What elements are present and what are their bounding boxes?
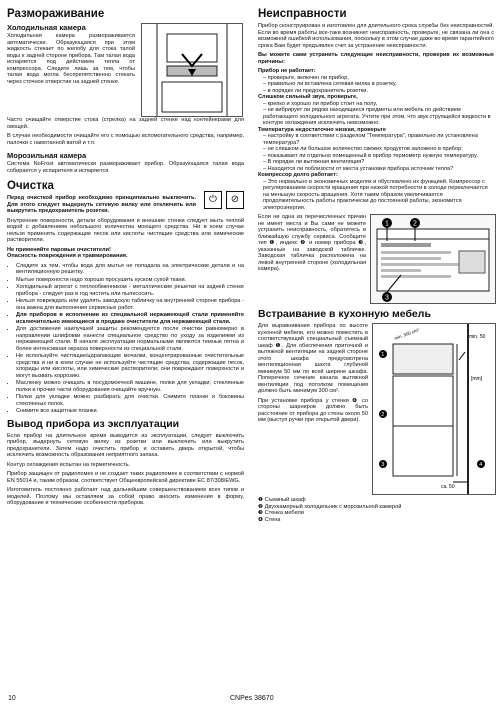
- list-item: • Нельзя повреждать или удалять заводскую табличку на внутренней стороне прибора - она важна для выполнения сервисных работ.: [16, 298, 244, 311]
- faults-title: Неисправности: [258, 8, 347, 20]
- list-item: • Не используйте чистящие/царапающие мочалки, концентрированные очистительные средства и ни в коем случае не используйте чистящие средства, содержащие песок, хлориды или кислоты, или химические растворители; они повреждают поверхности и могут вызвать коррозию.: [16, 353, 244, 379]
- list-item: • Холодильный агрегат с теплообменником - металлические решетки на задней стенке прибора - следует раз в год чистить или пылесосить.: [16, 284, 244, 297]
- cleaning-title: Очистка: [7, 180, 54, 192]
- circuit-text: Контур охлаждения испытан на герметичность.: [7, 461, 131, 468]
- no-work-list: [258, 75, 494, 95]
- list-item: • Полки для укладки можно разбирать для очистки. Снимите планки и боковины стеклянных полок.: [16, 394, 244, 407]
- list-item: • Масленку можно очищать в посудомоечной машине, полки для укладки, стеклянные полки и прочие части оборудования очищайте вручную.: [16, 380, 244, 393]
- svg-text:3: 3: [381, 462, 385, 468]
- legend-item: ❹ Стена: [258, 516, 281, 523]
- build-in-figure: [372, 323, 496, 495]
- list-item: • Для приборов в исполнении из специальной нержавеющей стали применяйте исключительно имеющиеся в продаже очистители для нержавеющей стали.: [16, 312, 244, 325]
- dim-ca50: ca. 50: [441, 484, 455, 490]
- freezer-text: Система NoFrost автоматически размораживает прибор. Образующаяся талая вода собирается у испарителя и испаряется.: [7, 161, 244, 174]
- legend-item: ❶ Съемный шкаф: [258, 497, 306, 503]
- unplug-icons: [204, 191, 244, 209]
- shutdown-title: Вывод прибора из эксплуатации: [7, 417, 180, 430]
- svg-text:2: 2: [413, 220, 417, 228]
- svg-text:4: 4: [479, 462, 483, 468]
- defrost-drain-figure: [141, 23, 243, 117]
- list-item: – крепко и хорошо ли прибор стоит на полу,: [263, 100, 378, 107]
- steam-warning-1: Не применяйте паровые очистители!: [7, 246, 111, 253]
- radio-text: Прибор защищен от радиопомех и не создает таких радиопомех в соответствии с нормой EN 55014 и, таким образом, соответствует Общеевропейской директиве ЕС 87/308/EWG.: [7, 471, 244, 484]
- list-item: – В порядке ли вытяжная вентиляция?: [263, 159, 365, 165]
- shutdown-text: Если прибор на длительное время выводится из эксплуатации, следует выключить прибор, выдернуть сетевую вилку из розетки или выключить или выкрутить предохранители. Затем надо очистить прибор и оставить дверь открытой, чтобы исключить возможность образования неприятного запаха.: [7, 432, 244, 458]
- list-item: • Следите за тем, чтобы вода для мытья не попадала на электрические детали и на вентиляционную решетку.: [16, 263, 244, 276]
- build-in-text: Для выравнивания прибора по высоте кухонной мебели, его можно поместить в соответствующий специальный съемный шкаф ❶. Для обеспечения приточной и вытяжной вентиляции на задней стороне этого шкафа предусмотрена вентиляционная шахта глубиной минимум 50 мм по всей ширине шкафа. Поперечное сечение канала вытяжной вентиляции под потолком помещения должно быть минимум 300 см².: [258, 323, 368, 394]
- svg-text:1: 1: [381, 352, 385, 358]
- fridge-text3: В случае необходимости очищайте его с помощью вспомогательного средства, например, палочки с намотанной ватой и т.п.: [7, 133, 244, 146]
- temp-heading: Температура недостаточно низкая, проверьте: [258, 126, 386, 133]
- right-column: [258, 8, 494, 523]
- svg-text:1: 1: [385, 220, 389, 228]
- cleaning-warning: Перед очисткой прибор необходимо принципиально выключить. Для этого следует выдернуть сетевую вилку или отключить или выкрутить предохранитель розетки.: [7, 195, 196, 214]
- no-work-heading: Прибор не работает:: [258, 68, 316, 74]
- list-item: – настройку в соответствии с разделом "Температура", правильно ли установлена температура?: [263, 133, 478, 146]
- dim-min50: min. 50: [469, 334, 486, 340]
- install-text: При установке прибора у стенки ❹ со стороны шарниров должно быть расстояние от прибора до стены около 50 мм (выступ ручки при открытой двери).: [258, 397, 368, 423]
- build-in-title: Встраивание в кухонную мебель: [258, 308, 431, 320]
- power-off-icon: ⏻: [204, 191, 222, 209]
- svg-text:2: 2: [381, 412, 385, 418]
- list-item: – правильно ли вставлена сетевая вилка в розетку,: [263, 81, 397, 87]
- dim-300: min. 300 cm²: [393, 327, 420, 341]
- list-item: – не слишком ли большое количество свежих продуктов заложено в прибор;: [263, 146, 463, 152]
- left-column: [7, 8, 244, 510]
- list-item: – Находится ли поблизости от места установки прибора источник тепла?: [263, 165, 454, 172]
- temp-list: [258, 133, 494, 172]
- noise-list: [258, 101, 494, 127]
- build-in-legend: [258, 497, 494, 523]
- list-item: – показывает ли отдельно помещенный в прибор термометр нужную температуру.: [263, 152, 478, 159]
- rating-plate-figure: [370, 214, 496, 304]
- unplug-icon: ⊘: [226, 191, 244, 209]
- service-text: Если ни одна из перечисленных причин не имеет места и Вы сами не можете устранить неисправность, обратитесь в ближайшую службу сервиса. Сообщите тип ❶, индекс ❷ и номер прибора ❸, указанные на заводской табличке. Заводская табличка расположена на левой внутренней стороне (холодильная камера).: [258, 214, 366, 272]
- check-heading: Вы можете сами устранить следующие неисправности, проверив их возможные причины:: [258, 52, 494, 65]
- manufacturer-text: Изготовитель постоянно работает над дальнейшим совершенствованием всех типов и моделей. Поэтому мы оставляем за собой право вносить изменения в форму, оборудование и технические особенности приборов.: [7, 487, 244, 506]
- list-item: – в порядке ли предохранитель розетки.: [263, 87, 368, 94]
- legend-item: ❸ Стенка мебели: [258, 510, 304, 516]
- list-item: • Для достижения наилучшей защиты рекомендуется после очистки равномерно в направлении шлифовки нанести специальное средство по уходу за изделиями из нержавеющей стали. В начале эксплуатации нормальными являются темные пятна и более интенсивная окраска поверхности из специальной стали.: [16, 326, 244, 352]
- compressor-heading: Компрессор долго работает:: [258, 172, 338, 178]
- dim-mm: [mm]: [471, 376, 483, 382]
- steam-warning-2: Опасность повреждения и травмирования.: [7, 253, 128, 259]
- list-item: – проверьте, включен ли прибор,: [263, 74, 349, 81]
- fridge-text: Холодильная камера размораживается автоматически. Образующаяся при этом жидкость стекает по желобу для стока талой воды к задней стороне прибора. Там талая вода испаряется под действием тепла от компрессора. Следите лишь за тем, чтобы талая вода могла беспрепятственно стекать через сточное отверстие на задней стенке.: [7, 33, 135, 85]
- defrost-title: Размораживание: [7, 8, 105, 20]
- list-item: – не вибрирует ли рядом находящиеся предметы или мебель по действием работающего холодильного агрегата. Учтите при этом, что звук струящейся жидкости в контуре охлаждения исключить невозможно.: [263, 107, 491, 126]
- list-item: • Снимите все защитные планки.: [16, 408, 244, 415]
- list-item: – Это нормально в экономичных моделях и обусловлено их функцией. Компрессор с регулированием скорости вращения при низкой потребности в холоде переключается на меньшую скорость вращения. Хотя таким образом увеличивается продолжительность работы практически до постоянной работы, экономится электроэнергия.: [263, 178, 488, 211]
- list-item: • Мытые поверхности надо хорошо просушить куском сухой ткани.: [16, 277, 244, 284]
- fridge-title: Холодильная камера: [7, 23, 86, 32]
- cleaning-list: [7, 263, 244, 415]
- fridge-text2: Часто очищайте отверстие стока (стрелка) на задней стенке над контейнерами для овощей.: [7, 117, 244, 130]
- svg-text:3: 3: [385, 294, 389, 302]
- cleaning-text: Внутренние поверхности, детали оборудования и внешние стенки следует мыть теплой водой с добавлением небольшого количества моющего средства. Ни в коем случае нельзя применять содержащие песок или кислоты чистящие средства или химические растворители.: [7, 217, 244, 243]
- page-number: 10: [8, 695, 16, 702]
- noise-heading: Слишком сильный звук, проверьте,: [258, 94, 358, 100]
- legend-item: ❷ Двухкамерный холодильник с морозильной камерой: [258, 503, 402, 510]
- faults-intro: Прибор сконструирован и изготовлен для длительного срока службы без неисправностей. Если во время работы все-таки возникнет неисправность, проверьте, не связана ли она с возможной ошибкой использования, поскольку в этом случае даже во время гарантийного срока Вам будет предъявлен счет за устранение неисправности.: [258, 23, 495, 49]
- document-code: CNPes 38670: [230, 695, 274, 702]
- freezer-title: Морозильная камера: [7, 151, 87, 160]
- compressor-list: [258, 179, 494, 212]
